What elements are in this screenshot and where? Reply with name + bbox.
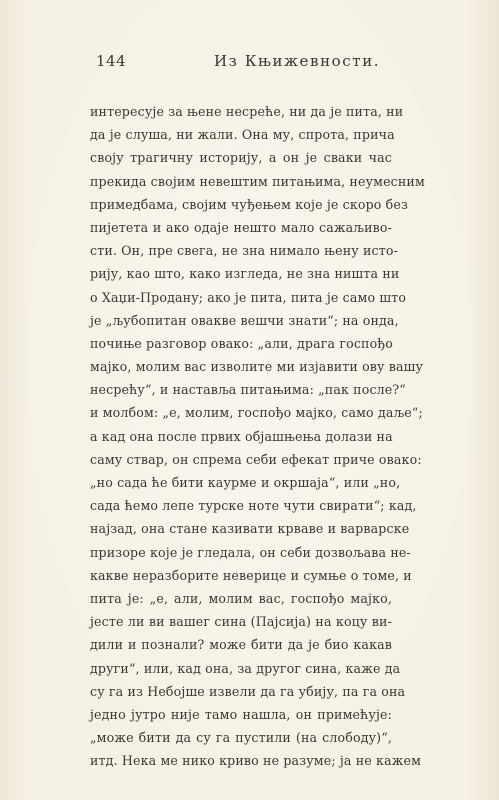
page-number: 144	[96, 52, 127, 70]
text-line: какве неразборите неверице и сумње о томе, и	[90, 567, 412, 583]
page-header	[96, 52, 396, 74]
text-line: једно јутро није тамо нашла, он примећује:	[90, 706, 392, 722]
text-line: сти. Он, пре свега, не зна нимало њену исто-	[90, 243, 399, 259]
text-line: пита је: „е, али, молим вас, госпођо мајко,	[90, 590, 392, 606]
text-line: јесте ли ви вашег сина (Пајсија) на коцу ви-	[90, 614, 392, 630]
text-line: своју трагичну историју, а он је сваки час	[90, 150, 392, 166]
text-line: дили и познали? може бити да је био какав	[90, 637, 392, 653]
text-line: су га из Небојше извели да га убију, па га она	[90, 683, 406, 699]
body-text	[90, 100, 425, 772]
text-line: пијетета и ако одаје нешто мало сажаљиво-	[90, 219, 392, 235]
text-line: интересује за њене несреће, ни да је пита, ни	[90, 104, 404, 119]
text-line: примедбама, својим чуђењем које је скоро без	[90, 196, 409, 212]
text-line: о Хаџи-Продану; ако је пита, пита је само што	[90, 289, 407, 305]
text-line: и молбом: „е, молим, госпођо мајко, само даље“;	[90, 405, 423, 421]
text-line: а кад она после првих објашњења долази на	[90, 428, 393, 444]
text-line: рију, као што, како изгледа, не зна ништа ни	[90, 266, 400, 282]
text-line: „може бити да су га пустили (на слободу)“,	[90, 730, 392, 746]
text-line: је „љубопитан овакве вешчи знати“; на онда,	[90, 312, 399, 328]
text-line: сада ћемо лепе турске нотe чути свирати“; кад,	[90, 498, 417, 514]
text-line: почиње разговор овако: „али, драга госпођо	[90, 335, 394, 351]
text-line: да је слуша, ни жали. Она му, спрота, прича	[90, 127, 395, 143]
text-line: најзад, она стане казивати крваве и варварске	[90, 521, 410, 537]
text-line: итд. Нека ме нико криво не разуме; ја не кажем	[90, 753, 422, 769]
text-line: саму ствар, он спрема себи ефекат приче овако:	[90, 451, 422, 467]
text-line: призоре које је гледала, он себи дозвољава не-	[90, 544, 411, 560]
text-line: мајко, молим вас изволите ми изјавити ову вашу	[90, 359, 424, 375]
text-line: прекида својим невештим питањима, неумесним	[90, 173, 425, 189]
running-head: Из Књижевности.	[214, 52, 381, 70]
text-line: „но сада ће бити каурме и окршаја“, или „но,	[90, 475, 401, 490]
text-line: несрећу“, и наставља питањима: „пак после?“	[90, 382, 406, 398]
text-line: други“, или, кад она, за другог сина, каже да	[90, 660, 401, 676]
